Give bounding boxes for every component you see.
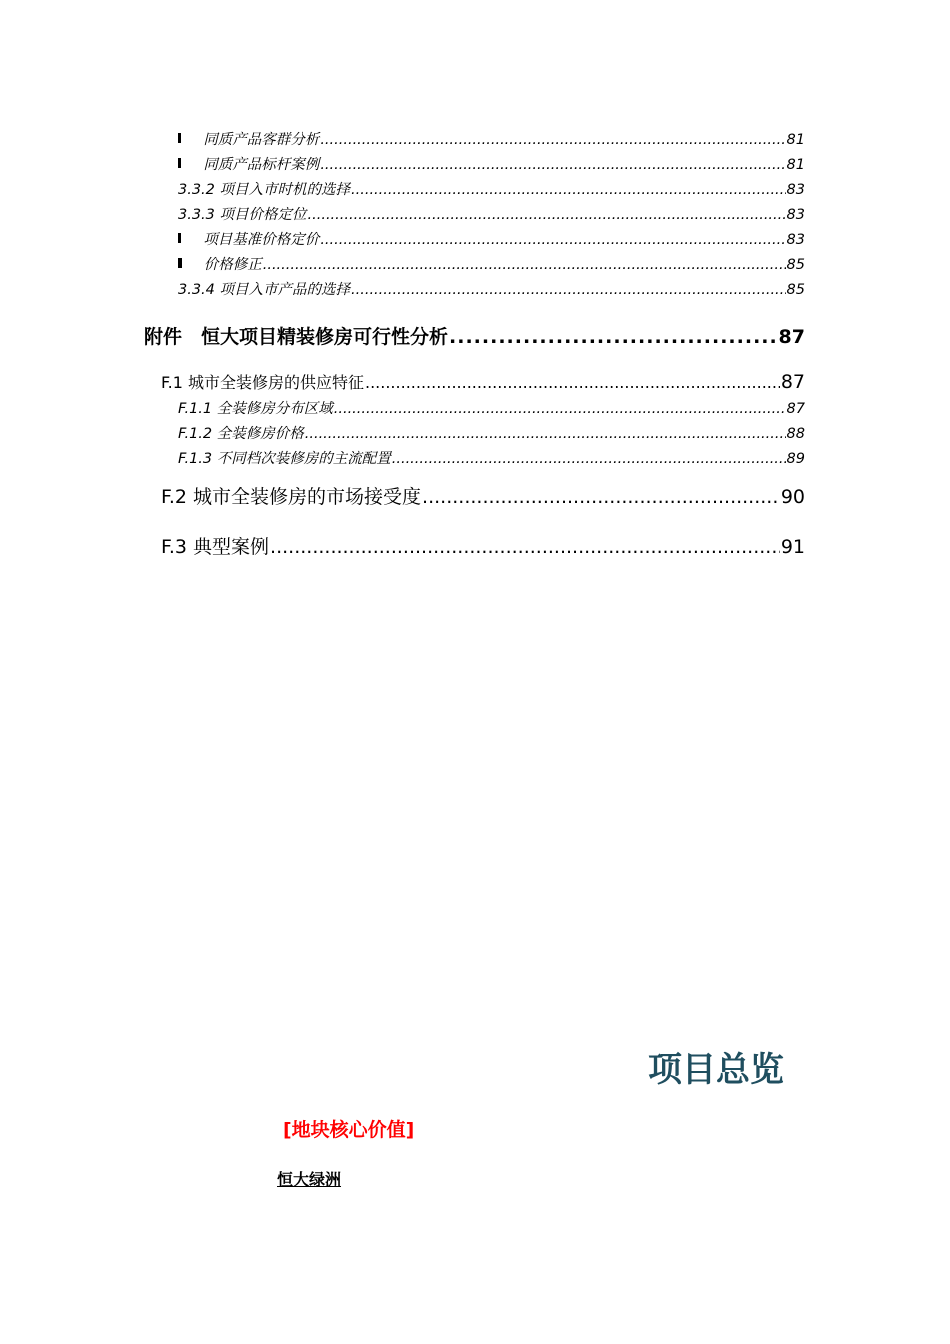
toc-page-number: 90 bbox=[780, 486, 805, 508]
toc-page-number: 83 bbox=[786, 207, 805, 223]
toc-entry-label: F.1.2 全装修房价格 bbox=[178, 426, 304, 442]
toc-leader bbox=[270, 536, 780, 558]
toc-entry[interactable] bbox=[178, 153, 805, 174]
toc-section-f3[interactable] bbox=[161, 532, 805, 559]
toc-leader bbox=[320, 157, 785, 173]
toc-appendix-heading[interactable] bbox=[144, 322, 805, 349]
toc-leader bbox=[351, 182, 786, 198]
bullet-icon bbox=[178, 133, 181, 143]
toc-section-f1[interactable] bbox=[161, 370, 805, 393]
toc-entry[interactable] bbox=[178, 278, 805, 299]
toc-entry[interactable] bbox=[178, 422, 805, 443]
bullet-icon bbox=[178, 258, 182, 268]
toc-leader bbox=[334, 401, 786, 417]
toc-leader bbox=[263, 257, 786, 273]
toc-page-number: 87 bbox=[780, 371, 805, 393]
toc-page-number: 81 bbox=[786, 157, 805, 173]
section-heading-core-value: [地块核心价值] bbox=[283, 1119, 415, 1141]
toc-page-number: 83 bbox=[786, 182, 805, 198]
toc-page-number: 81 bbox=[786, 132, 805, 148]
toc-leader bbox=[308, 207, 786, 223]
toc-leader bbox=[365, 373, 780, 392]
toc-leader bbox=[449, 326, 778, 348]
toc-entry-label: 价格修正 bbox=[203, 257, 262, 273]
toc-page-number: 87 bbox=[786, 401, 805, 417]
toc-entry[interactable] bbox=[178, 228, 805, 249]
toc-entry-label: 附件 恒大项目精装修房可行性分析 bbox=[144, 326, 449, 348]
toc-entry-label: 3.3.3 项目价格定位 bbox=[178, 207, 307, 223]
toc-page-number: 85 bbox=[786, 282, 805, 298]
toc-entry-label: F.1.3 不同档次装修房的主流配置 bbox=[178, 451, 391, 467]
toc-leader bbox=[351, 282, 786, 298]
bullet-icon bbox=[178, 233, 181, 243]
toc-entry-label: 项目基准价格定价 bbox=[203, 232, 320, 248]
toc-section-f2[interactable] bbox=[161, 482, 805, 509]
page-title: 项目总览 bbox=[648, 1050, 784, 1090]
toc-entry-label: 同质产品标杆案例 bbox=[203, 157, 320, 173]
toc-page-number: 85 bbox=[786, 257, 805, 273]
toc-leader bbox=[320, 132, 785, 148]
project-name: 恒大绿洲 bbox=[277, 1170, 342, 1189]
toc-page-number: 89 bbox=[786, 451, 805, 467]
toc-entry-label: F.2 城市全装修房的市场接受度 bbox=[161, 486, 422, 508]
bullet-icon bbox=[178, 158, 181, 168]
toc-entry[interactable] bbox=[178, 253, 805, 274]
toc-leader bbox=[305, 426, 786, 442]
toc-entry-label: 3.3.2 项目入市时机的选择 bbox=[178, 182, 351, 198]
toc-leader bbox=[320, 232, 785, 248]
toc-entry-label: F.1.1 全装修房分布区域 bbox=[178, 401, 333, 417]
toc-entry-label: F.3 典型案例 bbox=[161, 536, 270, 558]
toc-page-number: 88 bbox=[786, 426, 805, 442]
toc-leader bbox=[422, 486, 780, 508]
toc-entry[interactable] bbox=[178, 203, 805, 224]
toc-page-number: 91 bbox=[780, 536, 805, 558]
toc-entry[interactable] bbox=[178, 447, 805, 468]
toc-entry-label: 3.3.4 项目入市产品的选择 bbox=[178, 282, 351, 298]
toc-entry-label: 同质产品客群分析 bbox=[203, 132, 320, 148]
toc-entry[interactable] bbox=[178, 178, 805, 199]
toc-entry[interactable] bbox=[178, 397, 805, 418]
toc-page-number: 83 bbox=[786, 232, 805, 248]
toc-leader bbox=[392, 451, 786, 467]
toc-entry[interactable] bbox=[178, 128, 805, 149]
toc-entry-label: F.1 城市全装修房的供应特征 bbox=[161, 373, 364, 392]
toc-page-number: 87 bbox=[778, 326, 805, 348]
